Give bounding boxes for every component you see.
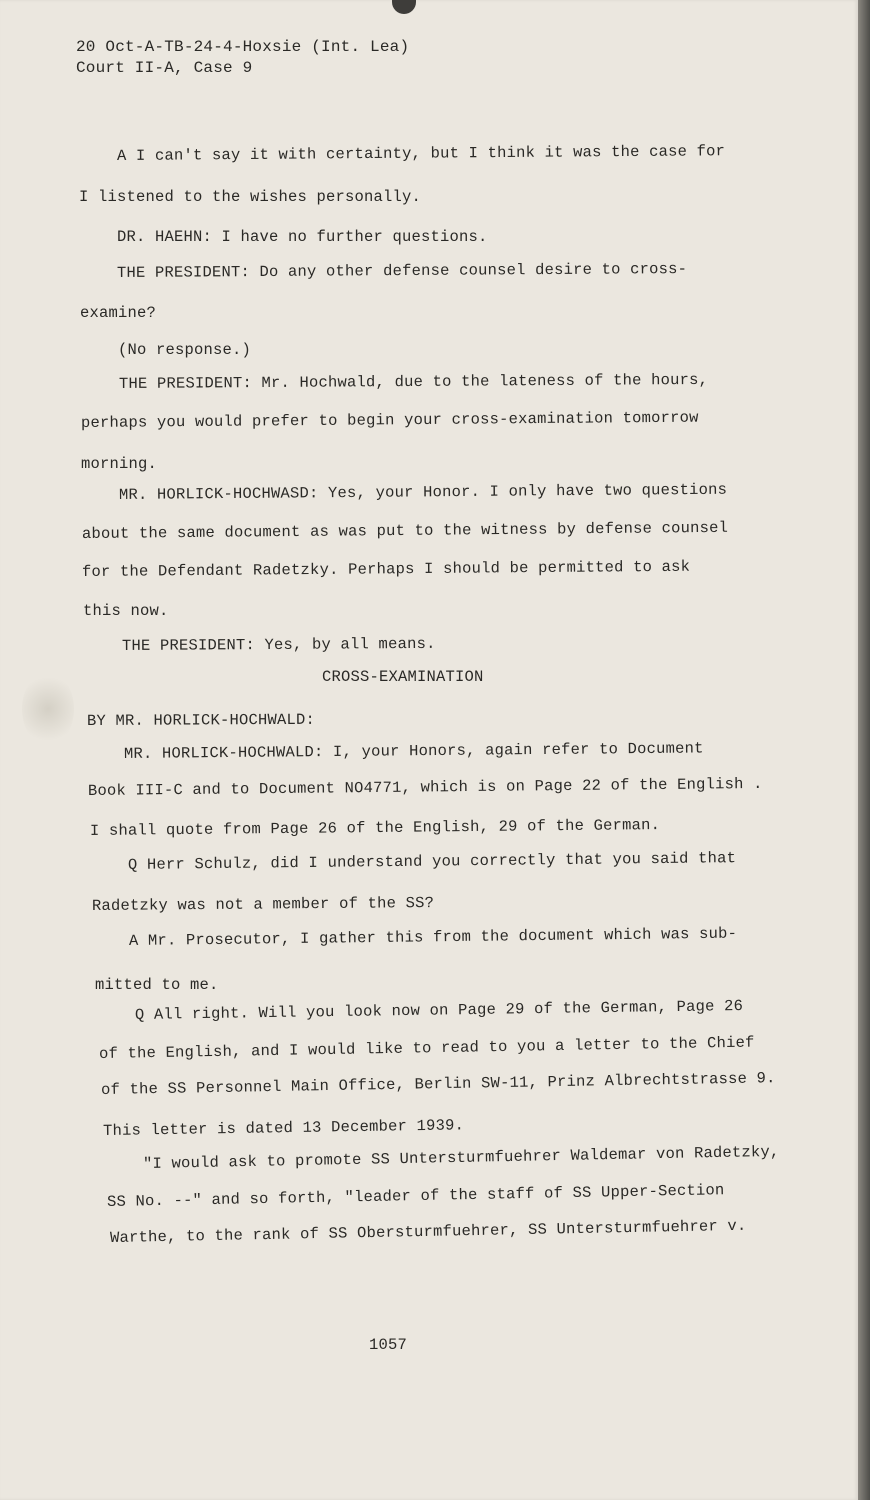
text-line: THE PRESIDENT: Do any other defense counsel desire to cross-	[116, 260, 688, 282]
page-number: 1057	[369, 1336, 408, 1354]
text-line: Q Herr Schulz, did I understand you correctly that you said that	[127, 849, 737, 874]
text-line: DR. HAEHN: I have no further questions.	[117, 228, 488, 246]
text-line: mitted to me.	[95, 976, 219, 994]
text-line: A I can't say it with certainty, but I think it was the case for	[116, 142, 726, 165]
text-line: BY MR. HORLICK-HOCHWALD:	[86, 710, 316, 730]
text-line: this now.	[83, 602, 169, 620]
header-line-2: Court II-A, Case 9	[76, 59, 253, 77]
text-line: Q All right. Will you look now on Page 29 of the German, Page 26	[134, 996, 744, 1024]
text-line: This letter is dated 13 December 1939.	[102, 1116, 465, 1140]
header-line-1: 20 Oct-A-TB-24-4-Hoxsie (Int. Lea)	[76, 38, 410, 56]
text-line: about the same document as was put to the witness by defense counsel	[81, 518, 729, 543]
text-line: (No response.)	[118, 341, 252, 359]
paper-stain	[22, 672, 74, 746]
text-line: of the SS Personnel Main Office, Berlin SW-11, Prinz Albrechtstrasse 9.	[100, 1069, 776, 1099]
section-heading: CROSS-EXAMINATION	[322, 668, 484, 686]
text-line: for the Defendant Radetzky. Perhaps I should be permitted to ask	[81, 557, 691, 581]
text-line: of the English, and I would like to read to you a letter to the Chief	[98, 1033, 755, 1063]
text-line: Warthe, to the rank of SS Obersturmfuehrer, SS Untersturmfuehrer v.	[109, 1216, 747, 1247]
text-line: A Mr. Prosecutor, I gather this from the document which was sub-	[128, 924, 738, 950]
text-line: MR. HORLICK-HOCHWALD: I, your Honors, again refer to Document	[123, 739, 704, 763]
text-line: SS No. --" and so forth, "leader of the staff of SS Upper-Section	[106, 1181, 725, 1211]
text-line: I shall quote from Page 26 of the English, 29 of the German.	[89, 816, 661, 840]
text-line: Book III-C and to Document NO4771, which is on Page 22 of the English .	[87, 774, 763, 800]
text-line: morning.	[81, 455, 158, 473]
text-line: examine?	[80, 304, 157, 322]
text-line: perhaps you would prefer to begin your cross-examination tomorrow	[80, 408, 699, 432]
text-line: "I would ask to promote SS Untersturmfuehrer Waldemar von Radetzky,	[142, 1142, 780, 1173]
text-line: I listened to the wishes personally.	[79, 188, 422, 206]
text-line: Radetzky was not a member of the SS?	[91, 894, 435, 915]
text-line: THE PRESIDENT: Mr. Hochwald, due to the lateness of the hours,	[118, 370, 709, 393]
text-line: MR. HORLICK-HOCHWASD: Yes, your Honor. I only have two questions	[118, 480, 728, 504]
page-edge	[858, 0, 870, 1500]
text-line: THE PRESIDENT: Yes, by all means.	[121, 634, 436, 655]
